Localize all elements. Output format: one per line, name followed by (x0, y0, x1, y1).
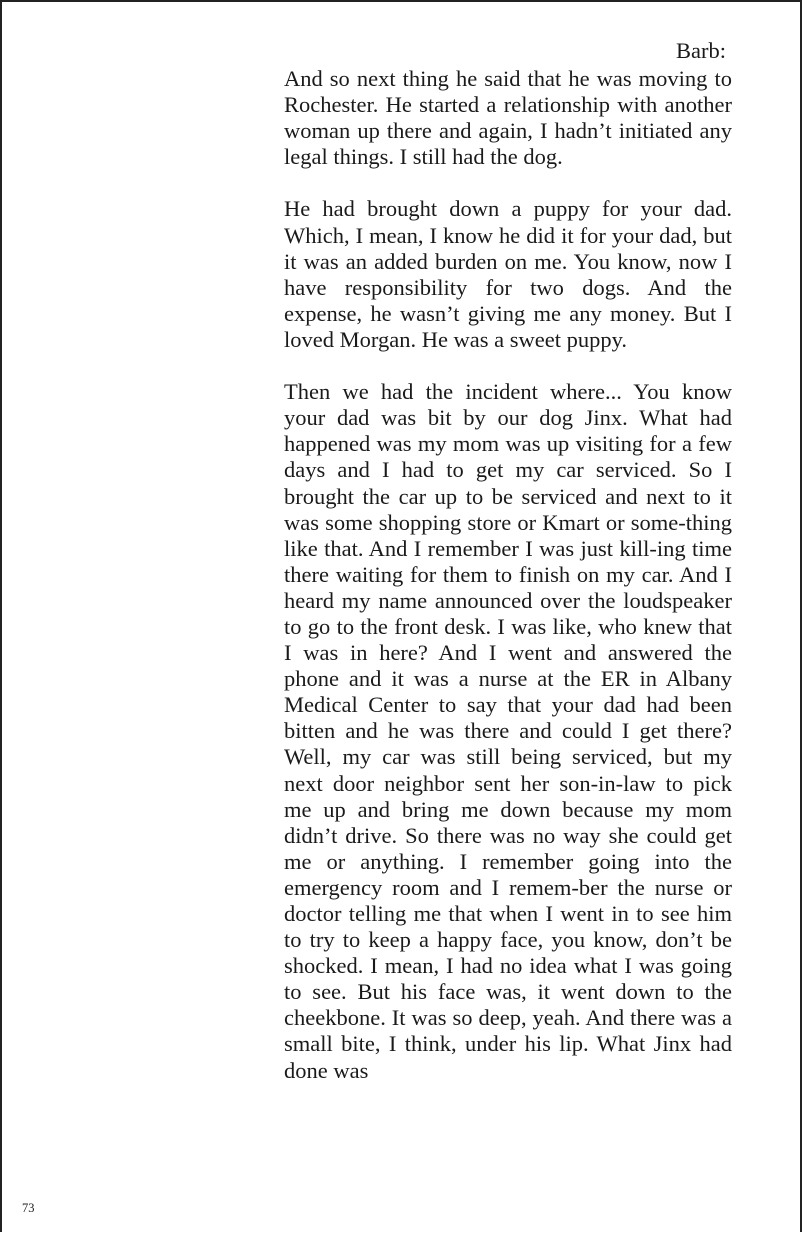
paragraph-1: And so next thing he said that he was moving to Rochester. He started a relationship with another woman up there and again, I hadn’t initiated any legal things. I still had the dog. (284, 66, 732, 170)
body-text (284, 66, 732, 1110)
paragraph-3: Then we had the incident where... You know your dad was bit by our dog Jinx. What had happened was my mom was up visiting for a few days and I had to get my car serviced. So I brought the car up to be serviced and next to it was some shopping store or Kmart or some-thing like that. And I remember I was just kill-ing time there waiting for them to finish on my car. And I heard my name announced over the loudspeaker to go to the front desk. I was like, who knew that I was in here? And I went and answered the phone and it was a nurse at the ER in Albany Medical Center to say that your dad had been bitten and he was there and could I get there? Well, my car was still being serviced, but my next door neighbor sent her son-in-law to pick me up and bring me down because my mom didn’t drive. So there was no way she could get me or anything. I remember going into the emergency room and I remem-ber the nurse or doctor telling me that when I went in to see him to try to keep a happy face, you know, don’t be shocked. I mean, I had no idea what I was going to see. But his face was, it went down to the cheekbone. It was so deep, yeah. And there was a small bite, I think, under his lip. What Jinx had done was (284, 379, 732, 1083)
paragraph-2: He had brought down a puppy for your dad. Which, I mean, I know he did it for your dad, but it was an added burden on me. You know, now I have responsibility for two dogs. And the expense, he wasn’t giving me any money. But I loved Morgan. He was a sweet puppy. (284, 196, 732, 352)
page-number: 73 (22, 1201, 35, 1215)
speaker-label: Barb: (676, 38, 726, 63)
